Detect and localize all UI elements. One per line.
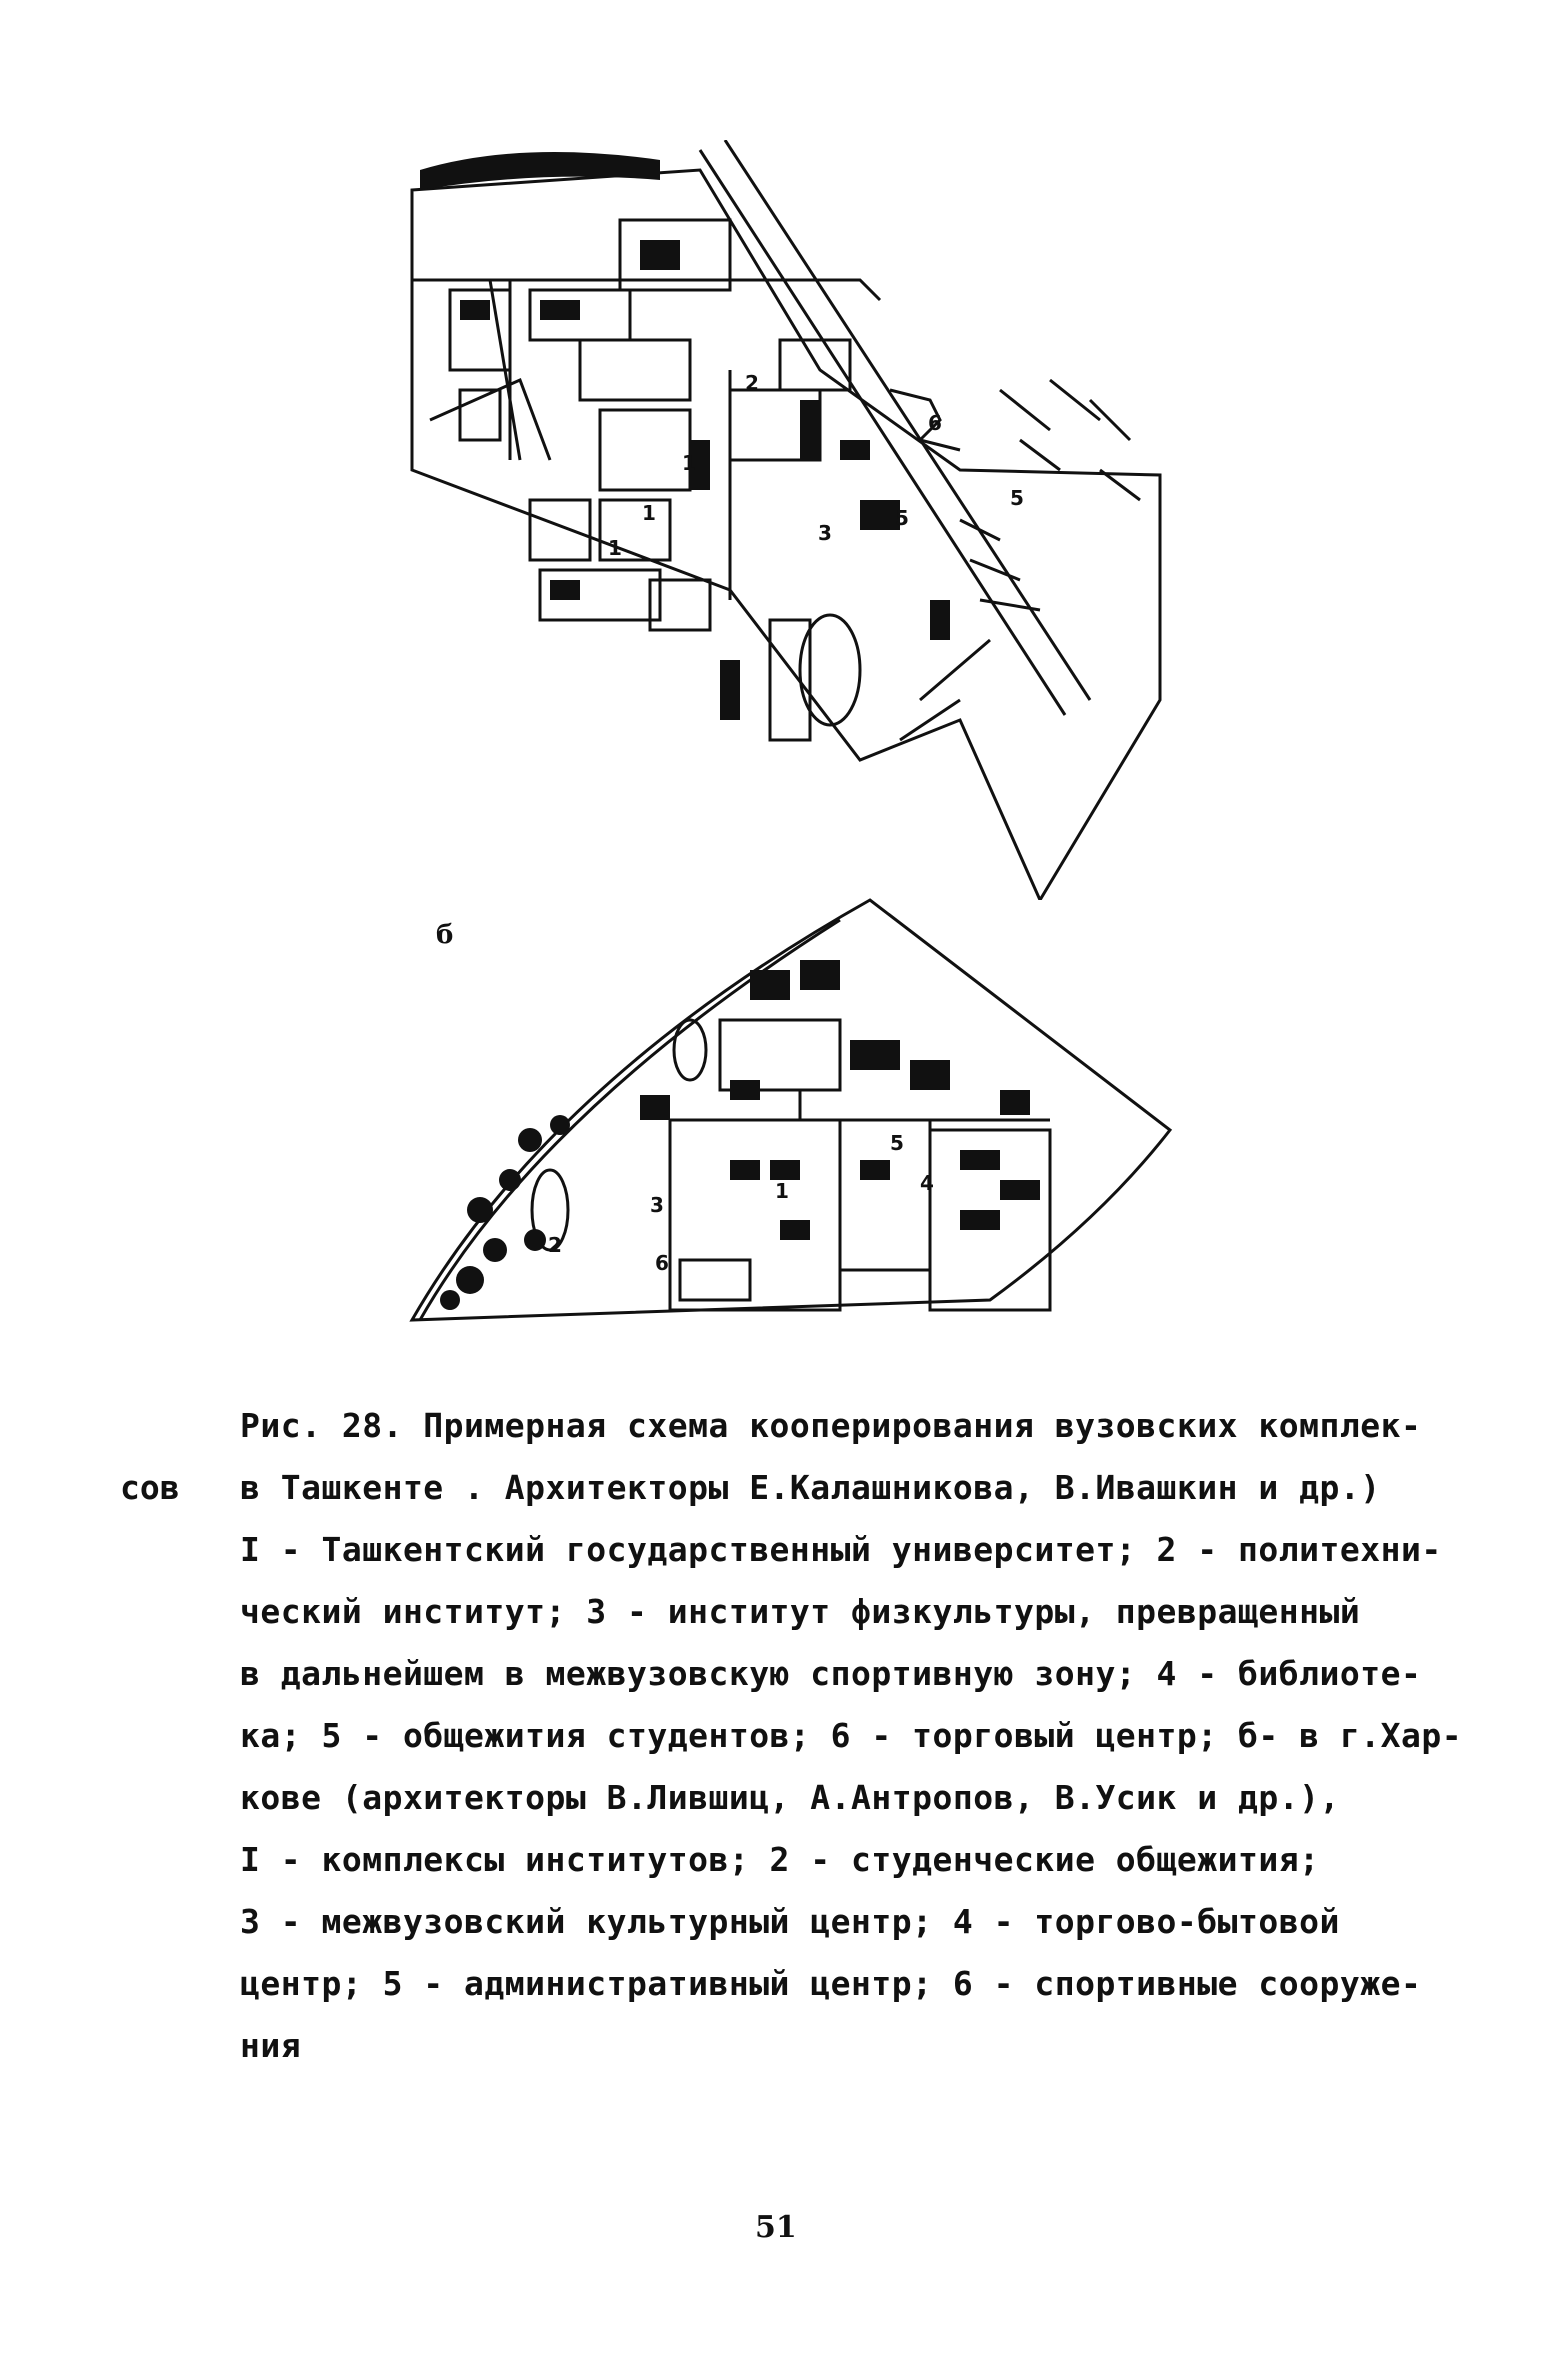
figure-a-label: 3	[818, 521, 832, 545]
figure-a-label: 2	[745, 371, 759, 395]
figure-b-label: 1	[775, 1179, 789, 1203]
caption-line: I - комплексы институтов; 2 - студенческие общежития;	[240, 1840, 1320, 1879]
tashkent-campus-plan	[400, 140, 1180, 900]
caption-line: кове (архитекторы В.Лившиц, А.Антропов, В.Усик и др.),	[240, 1778, 1340, 1817]
margin-note: сов	[120, 1468, 180, 1507]
figure-a-label: 5	[895, 506, 909, 530]
figure-b-label: 2	[548, 1233, 562, 1257]
figure-a-label: 1	[608, 536, 622, 560]
caption-line: I - Ташкентский государственный университет; 2 - политехни-	[240, 1530, 1442, 1569]
figure-caption	[240, 1395, 1463, 2077]
figure-b-label: 6	[655, 1251, 669, 1275]
caption-line: 3 - межвузовский культурный центр; 4 - торгово-бытовой	[240, 1902, 1340, 1941]
caption-line: в Ташкенте . Архитекторы Е.Калашникова, В.Ивашкин и др.)	[240, 1468, 1381, 1507]
caption-line: центр; 5 - административный центр; 6 - спортивные сооруже-	[240, 1964, 1422, 2003]
figure-a-label: 1	[682, 451, 696, 475]
figure-b-label: 3	[650, 1193, 664, 1217]
kharkov-campus-plan	[400, 880, 1200, 1340]
figure-b-letter: б	[436, 920, 454, 950]
caption-line: Рис. 28. Примерная схема кооперирования вузовских комплек-	[240, 1406, 1422, 1445]
figure-b-label: 4	[920, 1171, 934, 1195]
page-number: 51	[755, 2210, 797, 2245]
caption-line: в дальнейшем в межвузовскую спортивную зону; 4 - библиоте-	[240, 1654, 1422, 1693]
figure-a-label: 5	[1010, 486, 1024, 510]
figure-a-label: 6	[928, 411, 942, 435]
caption-line: ния	[240, 2026, 302, 2065]
figure-a-label: 1	[642, 501, 656, 525]
caption-line: ческий институт; 3 - институт физкультуры, превращенный	[240, 1592, 1361, 1631]
caption-line: ка; 5 - общежития студентов; 6 - торговый центр; б- в г.Хар-	[240, 1716, 1463, 1755]
figure-b-label: 5	[890, 1131, 904, 1155]
